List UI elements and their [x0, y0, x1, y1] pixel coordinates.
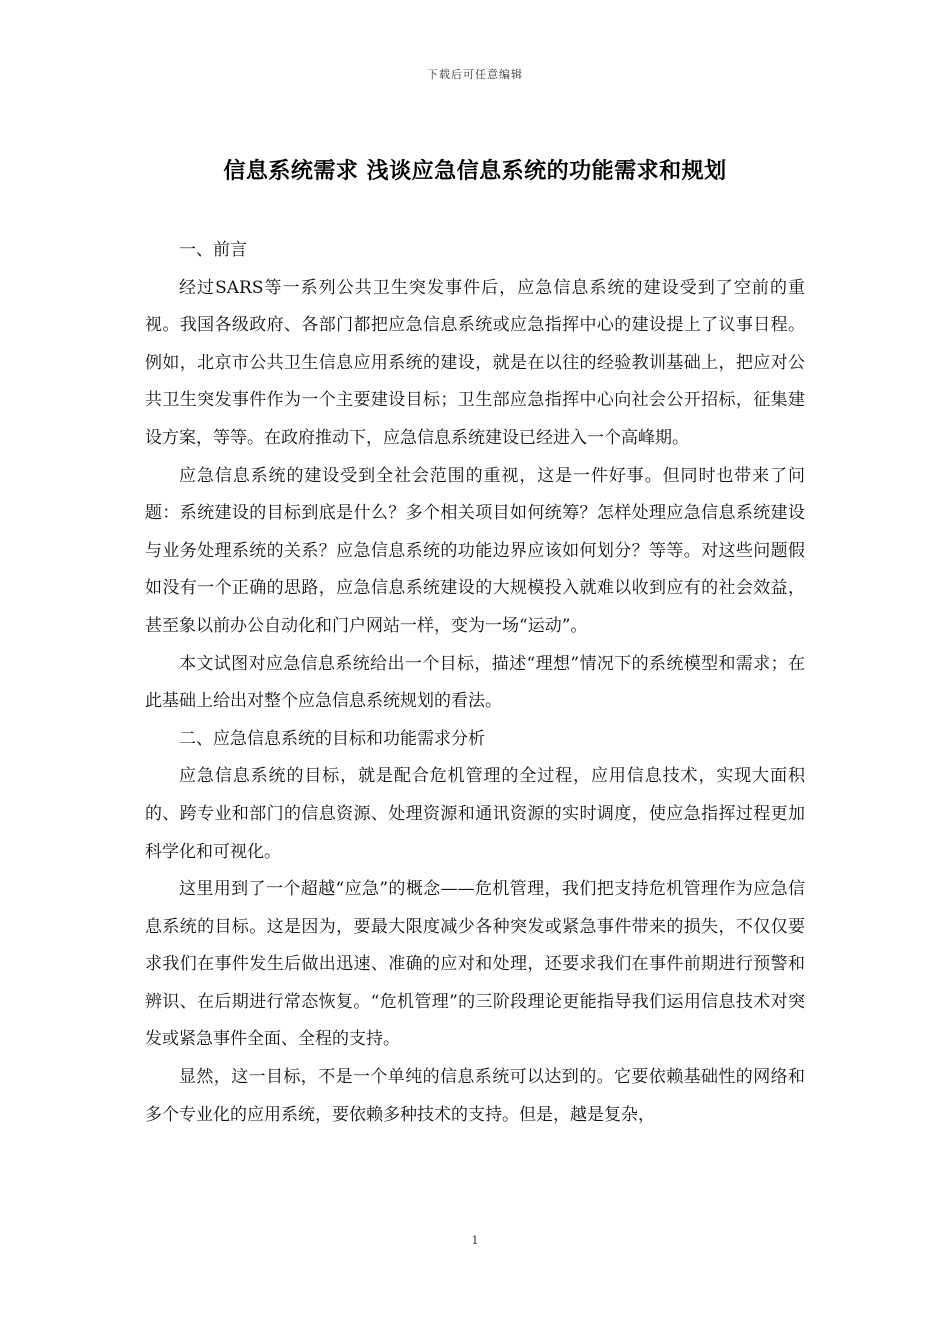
document-title: 信息系统需求 浅谈应急信息系统的功能需求和规划 [223, 158, 727, 184]
body-paragraph: 应急信息系统的建设受到全社会范围的重视，这是一件好事。但同时也带来了问题：系统建设的目标到底是什么？多个相关项目如何统筹？怎样处理应急信息系统建设与业务处理系统的关系？应急信息系统的功能边界应该如何划分？等等。对这些问题假如没有一个正确的思路，应急信息系统建设的大规模投入就难以收到应有的社会效益，甚至象以前办公自动化和门户网站一样，变为一场“运动”。 [145, 465, 805, 636]
section-heading-preface: 一、前言 [179, 240, 247, 260]
header-note: 下载后可任意编辑 [427, 68, 523, 81]
page-number: 1 [471, 1234, 479, 1247]
body-paragraph: 显然，这一目标，不是一个单纯的信息系统可以达到的。它要依赖基础性的网络和多个专业化的应用系统，要依赖多种技术的支持。但是，越是复杂， [145, 1067, 805, 1125]
document-body [145, 232, 805, 1134]
body-paragraph: 本文试图对应急信息系统给出一个目标，描述“理想”情况下的系统模型和需求；在此基础上给出对整个应急信息系统规划的看法。 [145, 653, 805, 712]
body-paragraph: 这里用到了一个超越“应急”的概念——危机管理，我们把支持危机管理作为应急信息系统的目标。这是因为，要最大限度减少各种突发或紧急事件带来的损失，不仅仅要求我们在事件发生后做出迅速、准确的应对和处理，还要求我们在事件前期进行预警和辨识、在后期进行常态恢复。“危机管理”的三阶段理论更能指导我们运用信息技术对突发或紧急事件全面、全程的支持。 [145, 879, 805, 1050]
body-paragraph: 经过SARS等一系列公共卫生突发事件后，应急信息系统的建设受到了空前的重视。我国各级政府、各部门都把应急信息系统或应急指挥中心的建设提上了议事日程。例如，北京市公共卫生信息应用系统的建设，就是在以往的经验教训基础上，把应对公共卫生突发事件作为一个主要建设目标；卫生部应急指挥中心向社会公开招标，征集建设方案，等等。在政府推动下，应急信息系统建设已经进入一个高峰期。 [145, 277, 805, 448]
body-paragraph: 应急信息系统的目标，就是配合危机管理的全过程，应用信息技术，实现大面积的、跨专业和部门的信息资源、处理资源和通讯资源的实时调度，使应急指挥过程更加科学化和可视化。 [145, 766, 805, 862]
section-heading-goals: 二、应急信息系统的目标和功能需求分析 [179, 728, 485, 749]
